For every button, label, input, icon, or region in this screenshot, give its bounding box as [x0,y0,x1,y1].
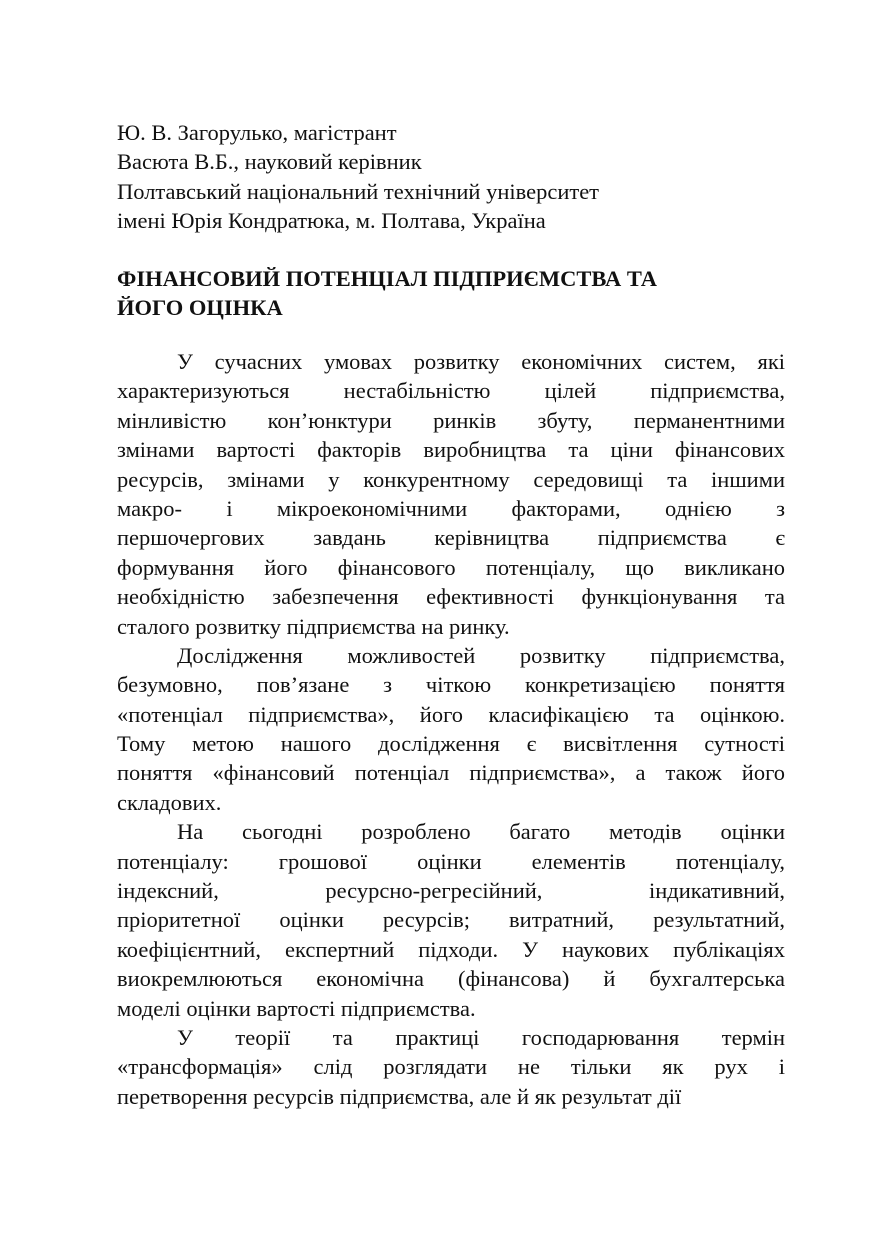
paragraph-line: сталого розвитку підприємства на ринку. [117,613,510,639]
paragraph-line: потенціалу: грошової оцінки елементів потенціалу, [117,848,785,874]
author-line: імені Юрія Кондратюка, м. Полтава, Україна [117,208,546,234]
paragraph-line: На сьогодні розроблено багато методів оцінки [177,819,785,845]
paragraph-line: моделі оцінки вартості підприємства. [117,995,476,1021]
paragraph-line: перетворення ресурсів підприємства, але й як результат дії [117,1083,682,1109]
article-body [117,347,785,1111]
author-line: Полтавський національний технічний університет [117,178,600,204]
paragraph-line: першочергових завдань керівництва підприємства є [117,525,785,551]
paragraph [117,1023,785,1111]
article-title [117,264,785,323]
author-line: Васюта В.Б., науковий керівник [117,149,422,175]
author-line: Ю. В. Загорулько, магістрант [117,120,397,145]
paragraph [117,641,785,817]
title-line: ЙОГО ОЦІНКА [117,295,283,321]
paragraph-line: макро- і мікроекономічними факторами, однією з [117,495,785,521]
paragraph-line: пріоритетної оцінки ресурсів; витратний, результатний, [117,907,785,933]
paragraph-line: «трансформація» слід розглядати не тільки як рух і [117,1054,785,1080]
paragraph-line: У теорії та практиці господарювання термін [177,1024,785,1050]
paragraph-line: характеризуються нестабільністю цілей підприємства, [117,378,785,404]
paragraph [117,347,785,641]
paragraph-line: безумовно, пов’язане з чіткою конкретизацією поняття [117,672,785,698]
paragraph-line: «потенціал підприємства», його класифікацією та оцінкою. [117,701,785,727]
paragraph-line: формування його фінансового потенціалу, що викликано [117,554,785,580]
paragraph-line: поняття «фінансовий потенціал підприємства», а також його [117,760,785,786]
paragraph [117,817,785,1023]
paragraph-line: У сучасних умовах розвитку економічних систем, які [177,349,785,374]
paragraph-line: змінами вартості факторів виробництва та ціни фінансових [117,437,785,463]
paragraph-line: складових. [117,789,222,815]
paragraph-line: коефіцієнтний, експертний підходи. У наукових публікаціях [117,936,785,962]
paragraph-line: ресурсів, змінами у конкурентному середовищі та іншими [117,466,785,492]
paragraph-line: індексний, ресурсно-регресійний, індикативний, [117,878,785,904]
paragraph-line: Дослідження можливостей розвитку підприємства, [177,642,785,668]
paragraph-line: необхідністю забезпечення ефективності функціонування та [117,584,785,610]
paragraph-line: виокремлюються економічна (фінансова) й бухгалтерська [117,966,785,992]
title-line: ФІНАНСОВИЙ ПОТЕНЦІАЛ ПІДПРИЄМСТВА ТА [117,266,657,291]
author-info [117,118,785,236]
paragraph-line: мінливістю кон’юнктури ринків збуту, перманентними [117,407,785,433]
paragraph-line: Тому метою нашого дослідження є висвітлення сутності [117,731,785,757]
